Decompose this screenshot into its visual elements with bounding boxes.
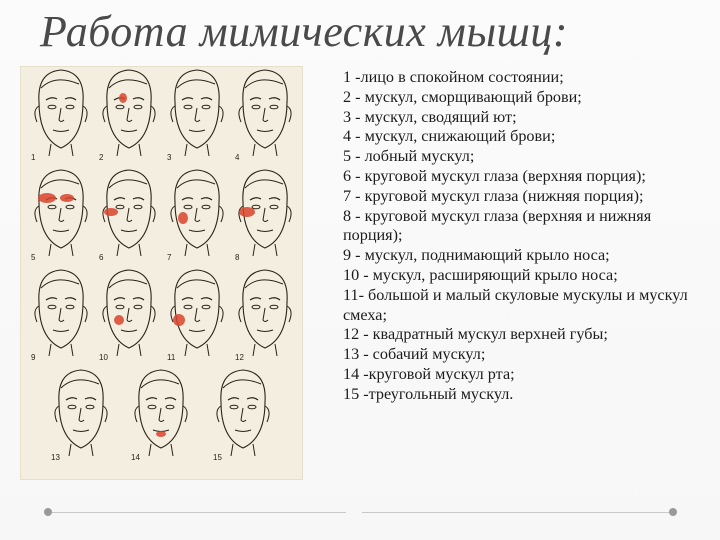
face-number: 11 (167, 353, 176, 362)
faces-drawing (21, 67, 302, 479)
face-number: 12 (235, 353, 244, 362)
legend-item: 5 - лобный мускул; (343, 147, 475, 166)
face-sketch (103, 170, 155, 256)
face-sketch (217, 370, 269, 456)
face-sketch (239, 70, 291, 156)
face-number: 9 (31, 353, 36, 362)
footer-dot-left (44, 508, 52, 516)
face-number: 4 (235, 153, 240, 162)
footer-dot-right (669, 508, 677, 516)
face-number: 5 (31, 253, 36, 262)
face-sketch (239, 270, 291, 356)
footer-divider-right (362, 512, 672, 513)
face-sketch (171, 170, 223, 256)
face-number: 7 (167, 253, 172, 262)
muscle-mark (114, 315, 124, 325)
legend-item: 2 - мускул, сморщивающий брови; (343, 87, 582, 106)
face-number: 2 (99, 153, 104, 162)
muscle-mark (173, 314, 185, 326)
legend-item: 14 -круговой мускул рта; (343, 364, 515, 383)
muscle-mark (119, 93, 127, 103)
muscle-mark (104, 208, 118, 216)
face-number: 10 (99, 353, 108, 362)
face-sketch (35, 70, 87, 156)
face-number: 6 (99, 253, 104, 262)
legend-item: 3 - мускул, сводящий ют; (343, 107, 517, 126)
muscle-mark (38, 193, 56, 203)
face-number: 14 (131, 453, 140, 462)
legend-item: 9 - мускул, поднимающий крыло носа; (343, 246, 610, 265)
face-sketch (171, 270, 223, 356)
legend-item: 12 - квадратный мускул верхней губы; (343, 325, 608, 344)
legend-item: 15 -треугольный мускул. (343, 384, 514, 403)
face-number: 8 (235, 253, 240, 262)
legend-item: 10 - мускул, расширяющий крыло носа; (343, 265, 618, 284)
footer-divider-left (48, 512, 346, 513)
face-sketch (35, 170, 87, 256)
face-sketch (135, 370, 187, 456)
legend-list (343, 68, 693, 405)
muscle-mark (156, 431, 166, 437)
legend-item: 8 - круговой мускул глаза (верхняя и нижняя порция); (343, 206, 652, 245)
muscle-mark (60, 194, 74, 202)
face-sketch (103, 70, 155, 156)
face-sketch (239, 170, 291, 256)
face-sketch (55, 370, 107, 456)
legend-item: 13 - собачий мускул; (343, 345, 486, 364)
facial-muscles-illustration (20, 66, 303, 480)
legend-item: 7 - круговой мускул глаза (нижняя порция); (343, 186, 644, 205)
muscle-mark (178, 212, 188, 224)
legend-item: 1 -лицо в спокойном состоянии; (343, 68, 564, 86)
face-number: 3 (167, 153, 172, 162)
legend-item: 4 - мускул, снижающий брови; (343, 127, 556, 146)
face-number: 15 (213, 453, 222, 462)
muscle-mark (239, 207, 255, 217)
legend-item: 6 - круговой мускул глаза (верхняя порция); (343, 166, 646, 185)
face-sketch (171, 70, 223, 156)
legend-item: 11- большой и малый скуловые мускулы и мускул смеха; (343, 285, 688, 324)
face-sketch (35, 270, 87, 356)
face-sketch (103, 270, 155, 356)
face-number: 1 (31, 153, 36, 162)
slide-title: Работа мимических мышц: (40, 7, 569, 56)
face-number: 13 (51, 453, 60, 462)
